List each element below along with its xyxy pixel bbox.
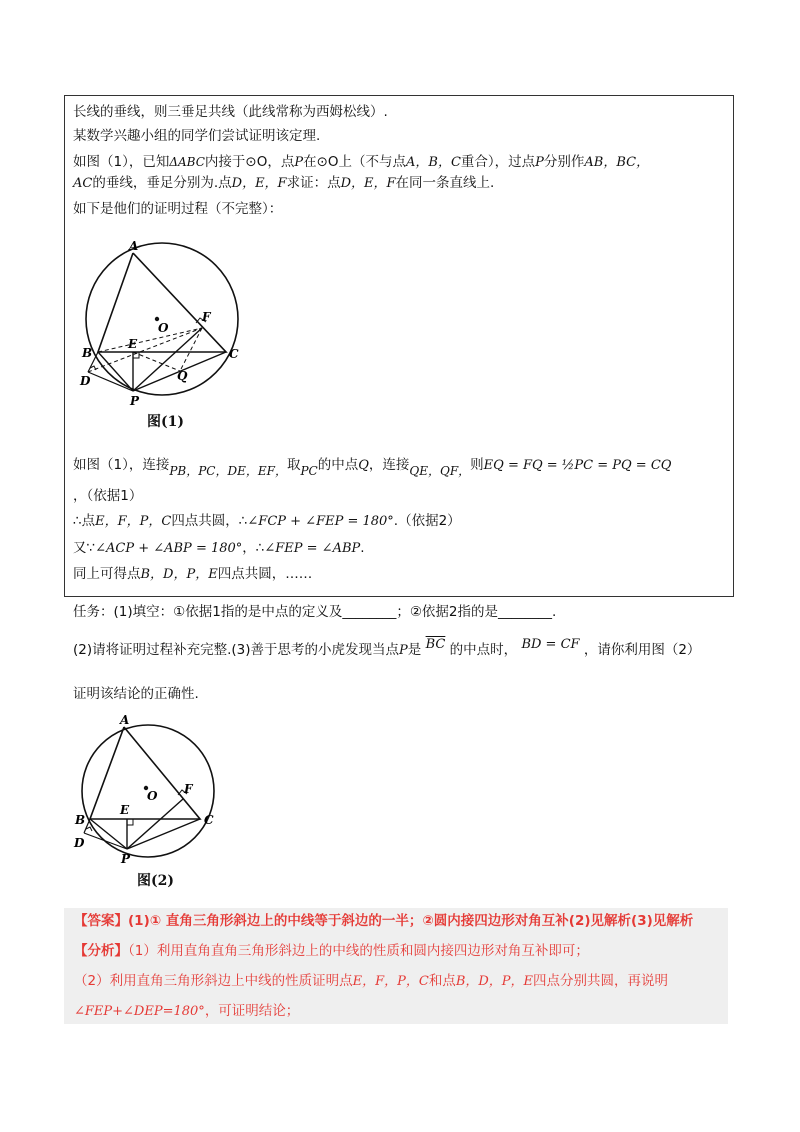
fig2-label-O: O <box>147 789 158 803</box>
fig2-caption: 图(2) <box>137 873 174 889</box>
fig1-label-B: B <box>82 346 93 360</box>
proof-line-4: 又∵∠ACP + ∠ABP = 180°，∴∠FEP = ∠ABP. <box>73 540 365 556</box>
box-line-2: 某数学兴趣小组的同学们尝试证明该定理. <box>73 128 321 144</box>
fig1-label-C: C <box>229 347 239 361</box>
fig2-label-D: D <box>74 836 85 850</box>
fig1-label-E: E <box>128 337 138 351</box>
task-line-1: 任务：(1)填空：①依据1指的是中点的定义及________；②依据2指的是________. <box>73 604 557 620</box>
fig2-label-P: P <box>121 852 131 866</box>
fig1-label-O: O <box>158 321 169 335</box>
fig1-label-Q: Q <box>177 369 188 383</box>
fig2-label-C: C <box>204 813 214 827</box>
task-line-2: (2)请将证明过程补充完整.(3)善于思考的小虎发现当点P是 $\overline{BC}$ 的中点时， BD = CF ，请你利用图（2） <box>73 637 701 658</box>
fig2-label-F: F <box>184 782 193 796</box>
fig1-label-F: F <box>202 310 211 324</box>
answer-line-3: （2）利用直角三角形斜边上中线的性质证明点E，F，P，C和点B，D，P，E四点分别共圆，再说明 <box>74 973 669 989</box>
proof-line-3: ∴点E，F，P，C四点共圆，∴∠FCP + ∠FEP = 180°.（依据2） <box>73 513 461 529</box>
answer-line-1: 【答案】(1)① 直角三角形斜边上的中线等于斜边的一半；②圆内接四边形对角互补(2)见解析(3)见解析 <box>74 913 694 929</box>
box-line-5: 如下是他们的证明过程（不完整）： <box>73 201 283 217</box>
proof-line-2: ，（依据1） <box>73 488 143 504</box>
fig1-caption: 图(1) <box>147 414 184 430</box>
answer-line-4: ∠FEP+∠DEP=180°，可证明结论； <box>74 1003 300 1019</box>
fig1-label-D: D <box>80 374 91 388</box>
task-line-3: 证明该结论的正确性. <box>73 686 199 702</box>
fig2-label-E: E <box>120 803 130 817</box>
fig2-label-A: A <box>120 713 130 727</box>
fig1-label-P: P <box>130 394 140 408</box>
box-line-3: 如图（1），已知ΔABC内接于⊙O，点P在⊙O上（不与点A，B，C重合），过点P分别作AB，BC， <box>73 154 650 170</box>
fig1-label-A: A <box>129 239 139 253</box>
fig2-label-B: B <box>75 813 86 827</box>
box-line-4: AC的垂线，垂足分别为.点D，E，F求证：点D，E，F在同一条直线上. <box>73 175 495 191</box>
figure-1 <box>75 230 255 440</box>
figure-2 <box>72 712 222 892</box>
box-line-1: 长线的垂线，则三垂足共线（此线常称为西姆松线）. <box>73 104 388 120</box>
answer-line-2: 【分析】（1）利用直角直角三角形斜边上的中线的性质和圆内接四边形对角互补即可； <box>74 943 589 959</box>
proof-line-5: 同上可得点B，D，P，E四点共圆，…… <box>73 566 313 582</box>
proof-line-1: 如图（1），连接PB，PC，DE，EF，取PC的中点Q，连接QE，QF，则EQ = FQ = ½PC = PQ = CQ <box>73 457 672 478</box>
